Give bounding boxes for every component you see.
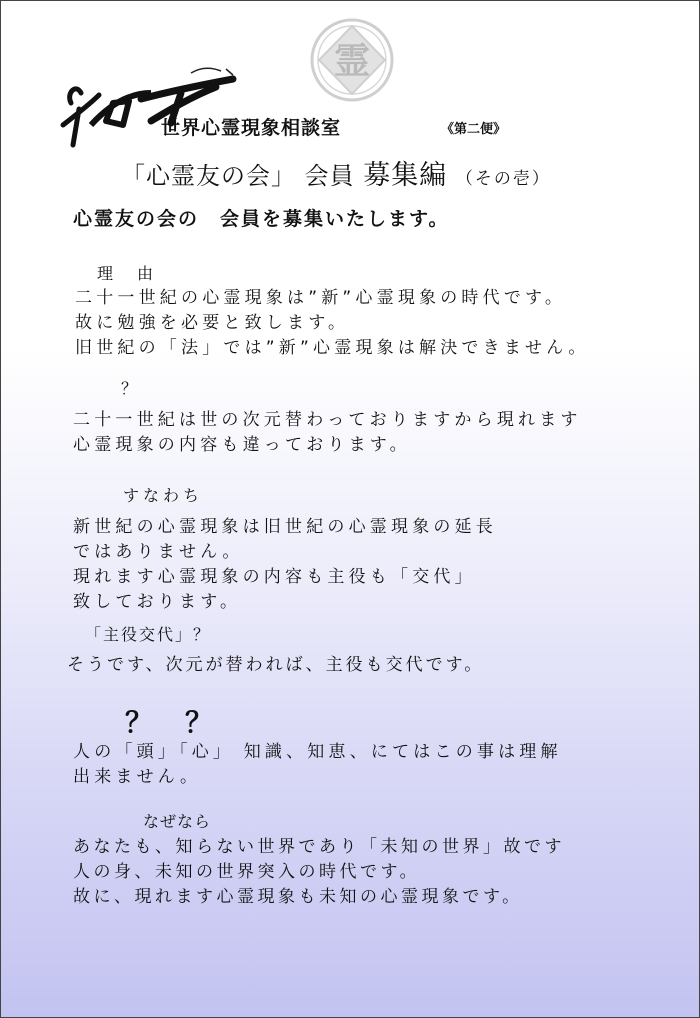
sunawachi-line-2: ではありません。 (73, 542, 244, 562)
subtitle-part2: 募集編 (363, 160, 448, 191)
subtitle-part3: （その壱） (455, 169, 551, 189)
sunawachi-label: すなわち (123, 486, 204, 505)
nazenara-line-1: あなたも、知らない世界であり「未知の世界」故です (73, 837, 565, 857)
sunawachi-line-1: 新世紀の心霊現象は旧世紀の心霊現象の延長 (73, 517, 497, 537)
qq-line-2: 出来ません。 (73, 767, 202, 787)
reason-line-3: 旧世紀の「法」では”新”心霊現象は解決できません。 (75, 338, 590, 358)
q1-line-1: 二十一世紀は世の次元替わっておりますから現れます (73, 410, 582, 430)
page-title: 世界心霊現象相談室 (161, 117, 342, 139)
double-question-2: ？ (185, 706, 214, 739)
emblem-logo (309, 17, 395, 103)
sunawachi-line-3: 現れます心霊現象の内容も主役も「交代」 (73, 567, 476, 587)
qq-line-1: 人の「頭」「心」 知識、知恵、にてはこの事は理解 (73, 742, 562, 762)
sunawachi-line-4: 致しております。 (73, 592, 242, 612)
page-subtitle (121, 153, 551, 192)
subtitle-part1: 「心霊友の会」 会員 (121, 162, 355, 190)
nazenara-label: なぜなら (143, 812, 212, 831)
issue-label: 《第二便》 (441, 122, 507, 137)
reason-label: 理 由 (97, 264, 158, 283)
shuyaku-label: 「主役交代」？ (85, 625, 212, 644)
emblem-char: 霊 (333, 41, 371, 82)
q1-line-2: 心霊現象の内容も違っております。 (73, 435, 411, 455)
question-label: ？ (121, 379, 142, 398)
double-question-1: ？ (125, 706, 154, 739)
shuyaku-line: そうです、次元が替われば、主役も交代です。 (67, 655, 485, 675)
reason-line-2: 故に勉強を必要と致します。 (75, 313, 350, 333)
nazenara-line-2: 人の身、未知の世界突入の時代です。 (73, 862, 421, 882)
nazenara-line-3: 故に、現れます心霊現象も未知の心霊現象です。 (73, 887, 523, 907)
headline: 心霊友の会の 会員を募集いたします。 (73, 208, 450, 230)
reason-line-1: 二十一世紀の心霊現象は”新”心霊現象の時代です。 (75, 288, 567, 308)
